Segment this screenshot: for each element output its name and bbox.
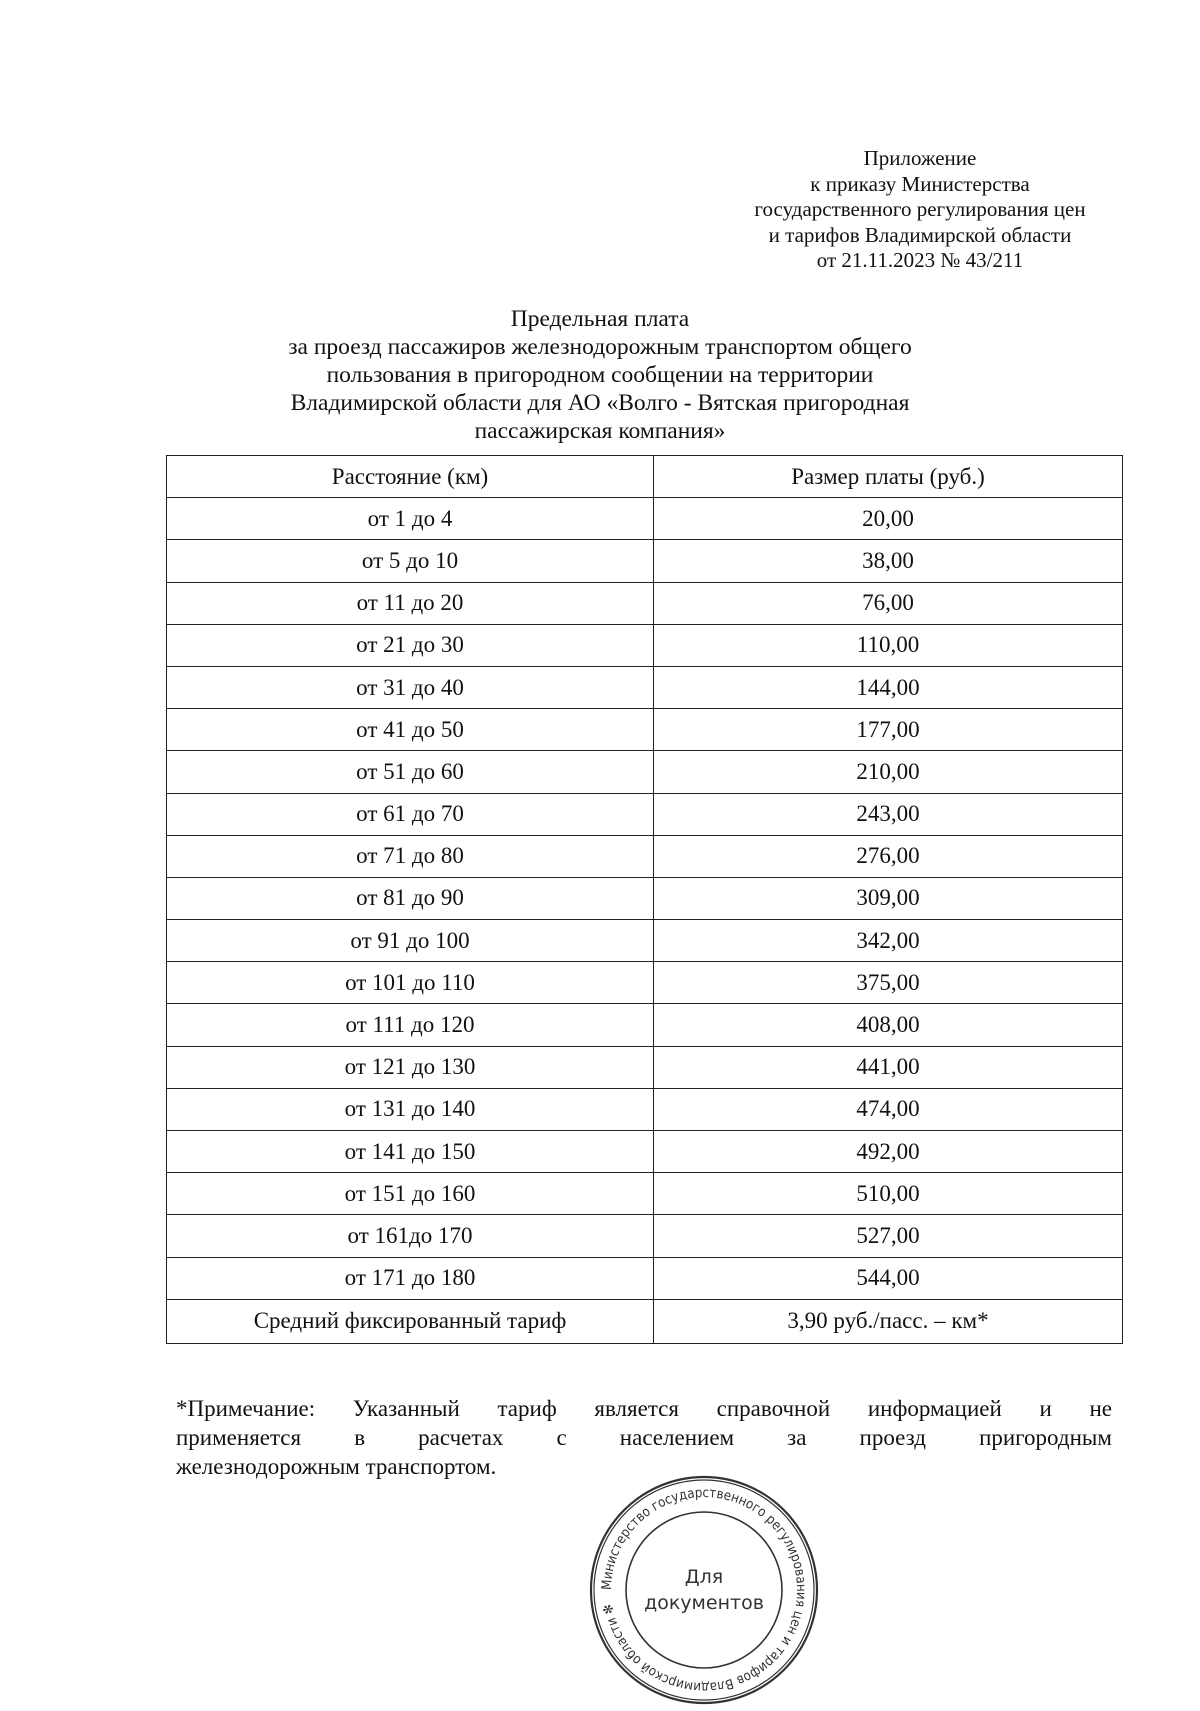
footnote-word: и xyxy=(1039,1396,1052,1421)
stamp-center-text: документов xyxy=(644,1592,764,1614)
fee-cell: 510,00 xyxy=(654,1173,1123,1215)
table-row xyxy=(167,1215,1123,1257)
fee-cell: 144,00 xyxy=(654,666,1123,708)
footnote-word: *Примечание: xyxy=(176,1396,316,1421)
fee-cell: 177,00 xyxy=(654,709,1123,751)
stamp-ring-text: Министерство государственного регулирования цен и тарифов Владимирской области ✻ xyxy=(598,1484,810,1696)
fee-cell: 474,00 xyxy=(654,1088,1123,1130)
distance-cell: от 101 до 110 xyxy=(167,962,654,1004)
table-row xyxy=(167,498,1123,540)
footnote-line xyxy=(176,1394,1112,1423)
distance-cell: от 41 до 50 xyxy=(167,709,654,751)
fee-cell: 544,00 xyxy=(654,1257,1123,1299)
fee-cell: 210,00 xyxy=(654,751,1123,793)
table-row xyxy=(167,1004,1123,1046)
footnote-word: за xyxy=(787,1425,807,1450)
footnote-word: применяется xyxy=(176,1425,302,1450)
footnote-word: в xyxy=(354,1425,366,1450)
table-header-row xyxy=(167,456,1123,498)
distance-cell: от 121 до 130 xyxy=(167,1046,654,1088)
fee-cell: 375,00 xyxy=(654,962,1123,1004)
table-row xyxy=(167,751,1123,793)
footnote-word: пригородным xyxy=(979,1425,1112,1450)
fee-cell: 342,00 xyxy=(654,920,1123,962)
table-row xyxy=(167,962,1123,1004)
appendix-line: государственного регулирования цен xyxy=(754,197,1086,221)
appendix-header xyxy=(700,146,1140,274)
distance-cell: от 5 до 10 xyxy=(167,540,654,582)
fee-cell: 20,00 xyxy=(654,498,1123,540)
fee-cell: 309,00 xyxy=(654,877,1123,919)
table-row xyxy=(167,1046,1123,1088)
title-line: Предельная плата xyxy=(510,306,690,332)
distance-cell: от 81 до 90 xyxy=(167,877,654,919)
distance-cell: от 111 до 120 xyxy=(167,1004,654,1046)
average-tariff-value: 3,90 руб./пасс. – км* xyxy=(654,1299,1123,1343)
appendix-line: и тарифов Владимирской области xyxy=(768,222,1072,247)
table-body xyxy=(167,498,1123,1300)
stamp-center-text: Для xyxy=(684,1566,724,1588)
table-row xyxy=(167,1257,1123,1299)
distance-cell: от 11 до 20 xyxy=(167,582,654,624)
distance-cell: от 151 до 160 xyxy=(167,1173,654,1215)
distance-cell: от 31 до 40 xyxy=(167,666,654,708)
footnote-word: проезд xyxy=(859,1425,926,1450)
table-row xyxy=(167,624,1123,666)
table-row xyxy=(167,1088,1123,1130)
distance-cell: от 141 до 150 xyxy=(167,1131,654,1173)
fee-cell: 492,00 xyxy=(654,1131,1123,1173)
distance-cell: от 91 до 100 xyxy=(167,920,654,962)
average-tariff-row xyxy=(167,1299,1123,1343)
distance-cell: от 161до 170 xyxy=(167,1215,654,1257)
footnote-word: является xyxy=(594,1396,679,1421)
footnote-word: с xyxy=(556,1425,567,1450)
distance-cell: от 171 до 180 xyxy=(167,1257,654,1299)
table-row xyxy=(167,1131,1123,1173)
title-line: пользования в пригородном сообщении на территории xyxy=(326,362,874,388)
distance-cell: от 71 до 80 xyxy=(167,835,654,877)
tariff-table xyxy=(166,455,1123,1344)
header-distance: Расстояние (км) xyxy=(167,456,654,498)
appendix-line: Приложение xyxy=(863,146,977,170)
footnote-word: населением xyxy=(619,1425,735,1450)
header-fee: Размер платы (руб.) xyxy=(654,456,1123,498)
appendix-line: от 21.11.2023 № 43/211 xyxy=(816,248,1024,272)
average-tariff-label: Средний фиксированный тариф xyxy=(167,1299,654,1343)
title-line: Владимирской области для АО «Волго - Вятская пригородная xyxy=(290,390,910,416)
distance-cell: от 1 до 4 xyxy=(167,498,654,540)
table-row xyxy=(167,835,1123,877)
table-row xyxy=(167,793,1123,835)
footnote xyxy=(176,1394,1112,1481)
distance-cell: от 21 до 30 xyxy=(167,624,654,666)
title-line: за проезд пассажиров железнодорожным транспортом общего xyxy=(288,334,912,360)
fee-cell: 441,00 xyxy=(654,1046,1123,1088)
official-stamp xyxy=(588,1474,820,1706)
fee-cell: 527,00 xyxy=(654,1215,1123,1257)
fee-cell: 38,00 xyxy=(654,540,1123,582)
table-row xyxy=(167,582,1123,624)
distance-cell: от 51 до 60 xyxy=(167,751,654,793)
footnote-line xyxy=(176,1423,1112,1452)
stamp-center xyxy=(588,1474,820,1706)
footnote-word: не xyxy=(1089,1396,1112,1421)
table-row xyxy=(167,666,1123,708)
footnote-word: информацией xyxy=(867,1396,1002,1421)
table-row xyxy=(167,877,1123,919)
document-title xyxy=(200,305,1000,445)
footnote-word: тариф xyxy=(497,1396,557,1421)
footnote-word: Указанный xyxy=(352,1396,460,1421)
footnote-word: расчетах xyxy=(418,1425,504,1450)
distance-cell: от 61 до 70 xyxy=(167,793,654,835)
title-line: пассажирская компания» xyxy=(474,418,726,444)
distance-cell: от 131 до 140 xyxy=(167,1088,654,1130)
table-row xyxy=(167,540,1123,582)
footnote-word: справочной xyxy=(716,1396,831,1421)
fee-cell: 243,00 xyxy=(654,793,1123,835)
appendix-line: к приказу Министерства xyxy=(810,171,1030,196)
fee-cell: 110,00 xyxy=(654,624,1123,666)
fee-cell: 408,00 xyxy=(654,1004,1123,1046)
table-row xyxy=(167,920,1123,962)
table-row xyxy=(167,709,1123,751)
fee-cell: 276,00 xyxy=(654,835,1123,877)
fee-cell: 76,00 xyxy=(654,582,1123,624)
footnote-text: железнодорожным транспортом. xyxy=(176,1454,497,1479)
table-row xyxy=(167,1173,1123,1215)
